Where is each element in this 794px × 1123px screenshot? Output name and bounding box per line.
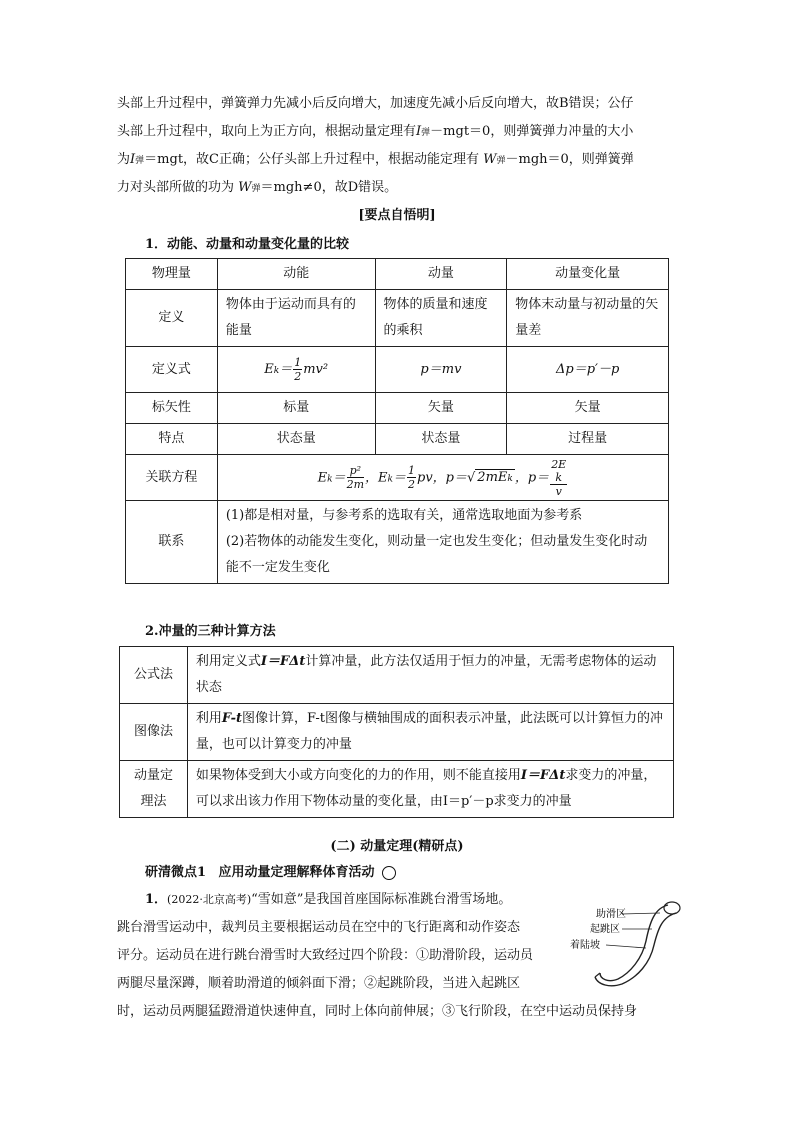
table-cell: 利用F-t图像计算，F-t图像与横轴围成的面积表示冲量，此法既可以计算恒力的冲量，也可以计算变力的冲量: [187, 704, 673, 761]
label-landing: 着陆坡: [570, 940, 600, 951]
problem-line-2: 跳台滑雪运动中，裁判员主要根据运动员在空中的飞行距离和动作姿态: [117, 920, 521, 935]
intro-line-3: 为I弹＝mgt，故C正确；公仔头部上升过程中，根据动能定理有 W弹－mgh＝0，则弹簧弹: [117, 152, 634, 167]
problem-line-4: 两腿尽量深蹲，顺着助滑道的倾斜面下滑；②起跳阶段，当进入起跳区: [117, 976, 521, 991]
ski-jump-figure: [560, 893, 685, 989]
table-row: [126, 501, 669, 584]
table-row: [120, 761, 674, 818]
header-cell: 动能: [217, 259, 375, 290]
table-cell: 矢量: [507, 393, 669, 424]
row-label: 联系: [126, 501, 218, 584]
impulse-methods-table: [119, 646, 674, 818]
table-cell: 矢量: [375, 393, 507, 424]
header-cell: 动量变化量: [507, 259, 669, 290]
intro-line-2: 头部上升过程中，取向上为正方向，根据动量定理有I弹－mgt＝0，则弹簧弹力冲量的大小: [117, 124, 634, 139]
label-takeoff: 起跳区: [590, 924, 620, 935]
micro-point-heading: 研清微点1 应用动量定理解释体育活动: [145, 861, 396, 880]
table1-title: 1．动能、动量和动量变化量的比较: [145, 237, 350, 252]
table-cell: 标量: [217, 393, 375, 424]
table-row: [126, 424, 669, 455]
row-label: 关联方程: [126, 455, 218, 501]
problem-line-3: 评分。运动员在进行跳台滑雪时大致经过四个阶段：①助滑阶段，运动员: [117, 948, 534, 963]
table-cell: (1)都是相对量，与参考系的选取有关，通常选取地面为参考系 (2)若物体的动能发生变化，则动量一定也发生变化；但动量发生变化时动能不一定发生变化: [217, 501, 668, 584]
table-cell: 物体末动量与初动量的矢量差: [507, 290, 669, 347]
header-cell: 动量: [375, 259, 507, 290]
row-label: 标矢性: [126, 393, 218, 424]
ski-jump-diagram: [560, 893, 685, 989]
comparison-table: [125, 258, 669, 584]
table-row: [126, 290, 669, 347]
circle-icon: [382, 866, 396, 880]
table-row: [126, 259, 669, 290]
table-row: [126, 455, 669, 501]
table-cell: 如果物体受到大小或方向变化的力的作用，则不能直接用I＝FΔt求变力的冲量，可以求出该力作用下物体动量的变化量，由I＝p′－p求变力的冲量: [187, 761, 673, 818]
table-cell: 利用定义式I＝FΔt计算冲量，此方法仅适用于恒力的冲量，无需考虑物体的运动状态: [187, 647, 673, 704]
row-label: 图像法: [120, 704, 188, 761]
label-run-up: 助滑区: [596, 909, 626, 920]
table-cell: 物体由于运动而具有的能量: [217, 290, 375, 347]
header-cell: 物理量: [126, 259, 218, 290]
section-title: [要点自悟明]: [358, 208, 436, 223]
table-cell: 过程量: [507, 424, 669, 455]
table-row: [120, 647, 674, 704]
row-label: 公式法: [120, 647, 188, 704]
intro-line-1: 头部上升过程中，弹簧弹力先减小后反向增大，加速度先减小后反向增大，故B错误；公仔: [117, 96, 634, 111]
table-cell: Δp＝p′－p: [507, 347, 669, 393]
intro-line-4: 力对头部所做的功为 W弹＝mgh≠0，故D错误。: [117, 180, 398, 195]
table-row: [126, 393, 669, 424]
relation-formulas: Ek＝ $\frac{\text{p²}}{2m}$ ，Ek＝ $\frac{1}{2}$ pv，p＝√ 2mEk ，p＝ 2E k v: [217, 455, 668, 501]
table-cell: p＝mv: [375, 347, 507, 393]
table-row: [126, 347, 669, 393]
row-label: 定义式: [126, 347, 218, 393]
problem-line-1: 1．(2022·北京高考)“雪如意”是我国首座国际标准跳台滑雪场地。: [145, 892, 512, 907]
table-cell: 状态量: [217, 424, 375, 455]
table-row: [120, 704, 674, 761]
kinetic-energy-formula: Ek＝ $\frac{1}{2}$ mv²: [217, 347, 375, 393]
table-cell: 物体的质量和速度的乘积: [375, 290, 507, 347]
row-label: 特点: [126, 424, 218, 455]
row-label: 动量定理法: [120, 761, 188, 818]
section-2-title: (二) 动量定理(精研点): [330, 839, 464, 854]
row-label: 定义: [126, 290, 218, 347]
problem-line-5: 时，运动员两腿猛蹬滑道快速伸直，同时上体向前伸展；③飞行阶段，在空中运动员保持身: [117, 1004, 638, 1019]
table-cell: 状态量: [375, 424, 507, 455]
table2-title: 2.冲量的三种计算方法: [145, 624, 276, 639]
